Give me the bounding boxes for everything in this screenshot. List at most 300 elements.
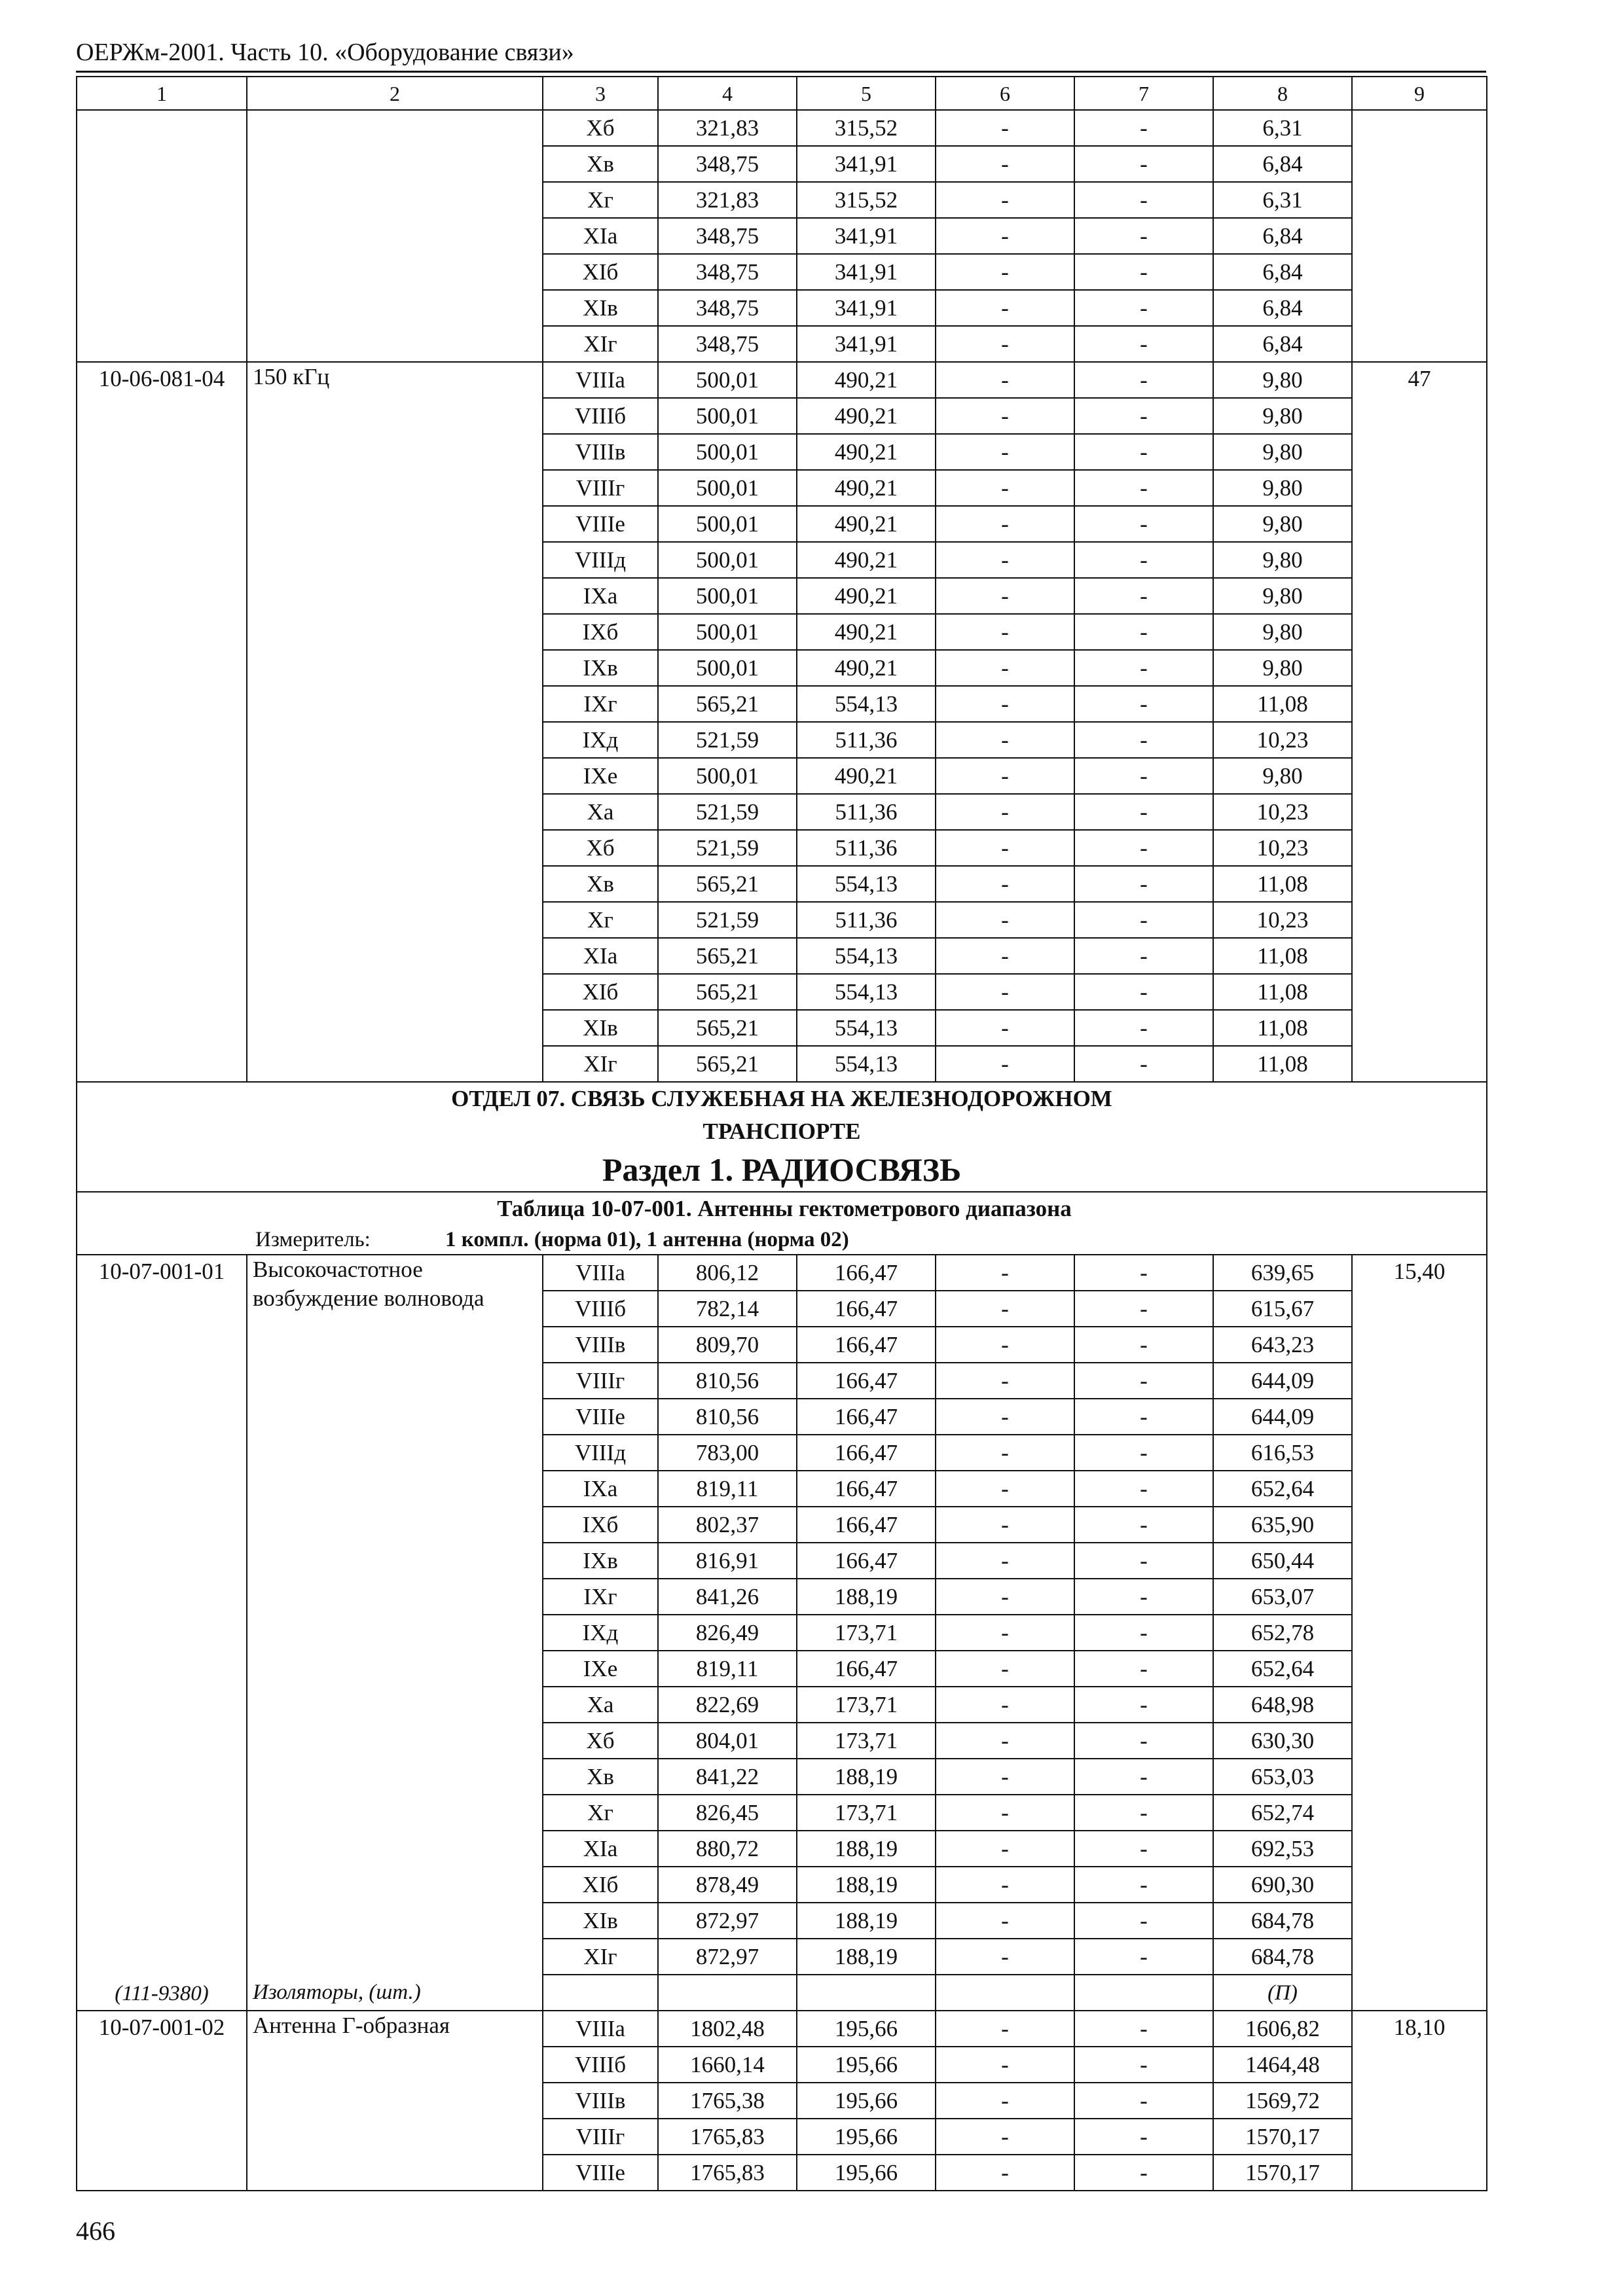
total-cost-cell: 565,21 bbox=[658, 866, 797, 902]
materials-cell: 650,44 bbox=[1213, 1543, 1352, 1579]
zone-cell: XIa bbox=[543, 938, 658, 974]
materials-cell: 684,78 bbox=[1213, 1939, 1352, 1975]
labor-cost-cell bbox=[1352, 110, 1487, 362]
column-header-row bbox=[77, 77, 1487, 110]
drivers-wages-cell: - bbox=[1074, 2011, 1213, 2047]
drivers-wages-cell: - bbox=[1074, 1291, 1213, 1327]
materials-cell: 652,78 bbox=[1213, 1615, 1352, 1651]
machines-cell: - bbox=[936, 254, 1074, 290]
drivers-wages-cell: - bbox=[1074, 2155, 1213, 2191]
total-cost-cell: 1660,14 bbox=[658, 2047, 797, 2083]
materials-cell: 639,65 bbox=[1213, 1255, 1352, 1291]
total-cost-cell: 872,97 bbox=[658, 1939, 797, 1975]
wages-cell: 490,21 bbox=[797, 542, 936, 578]
drivers-wages-cell: - bbox=[1074, 1471, 1213, 1507]
zone-cell: Xв bbox=[543, 146, 658, 182]
zone-cell: VIIIг bbox=[543, 1363, 658, 1399]
total-cost-cell: 348,75 bbox=[658, 218, 797, 254]
wages-cell: 173,71 bbox=[797, 1795, 936, 1831]
total-cost-cell: 782,14 bbox=[658, 1291, 797, 1327]
total-cost-cell: 348,75 bbox=[658, 326, 797, 362]
wages-cell: 173,71 bbox=[797, 1687, 936, 1723]
materials-cell: 10,23 bbox=[1213, 794, 1352, 830]
col-header-2: 2 bbox=[247, 77, 543, 110]
zone-cell: Xa bbox=[543, 1687, 658, 1723]
machines-cell: - bbox=[936, 2155, 1074, 2191]
wages-cell: 490,21 bbox=[797, 578, 936, 614]
section-title-line2: ТРАНСПОРТЕ bbox=[702, 1119, 861, 1144]
materials-cell: 690,30 bbox=[1213, 1867, 1352, 1903]
total-cost-cell: 565,21 bbox=[658, 1010, 797, 1046]
wages-cell: 511,36 bbox=[797, 722, 936, 758]
wages-cell: 341,91 bbox=[797, 290, 936, 326]
machines-cell: - bbox=[936, 2011, 1074, 2047]
total-cost-cell: 521,59 bbox=[658, 902, 797, 938]
drivers-wages-cell: - bbox=[1074, 1759, 1213, 1795]
total-cost-cell: 521,59 bbox=[658, 722, 797, 758]
col-header-5: 5 bbox=[797, 77, 936, 110]
material-code: (111-9380) bbox=[77, 1975, 247, 2011]
total-cost-cell: 816,91 bbox=[658, 1543, 797, 1579]
materials-cell: 653,03 bbox=[1213, 1759, 1352, 1795]
drivers-wages-cell: - bbox=[1074, 146, 1213, 182]
empty-cell bbox=[658, 1975, 797, 2011]
drivers-wages-cell: - bbox=[1074, 1046, 1213, 1082]
total-cost-cell: 500,01 bbox=[658, 470, 797, 506]
zone-cell: Xв bbox=[543, 866, 658, 902]
machines-cell: - bbox=[936, 1615, 1074, 1651]
zone-cell: IXв bbox=[543, 1543, 658, 1579]
wages-cell: 341,91 bbox=[797, 326, 936, 362]
drivers-wages-cell: - bbox=[1074, 326, 1213, 362]
machines-cell: - bbox=[936, 686, 1074, 722]
drivers-wages-cell: - bbox=[1074, 290, 1213, 326]
drivers-wages-cell: - bbox=[1074, 830, 1213, 866]
machines-cell: - bbox=[936, 2119, 1074, 2155]
materials-cell: 6,31 bbox=[1213, 110, 1352, 146]
wages-cell: 188,19 bbox=[797, 1579, 936, 1615]
zone-cell: XIб bbox=[543, 254, 658, 290]
col-header-9: 9 bbox=[1352, 77, 1487, 110]
zone-cell: Xг bbox=[543, 902, 658, 938]
machines-cell: - bbox=[936, 1327, 1074, 1363]
item-name: Антенна Г-образная bbox=[247, 2011, 543, 2191]
machines-cell: - bbox=[936, 362, 1074, 398]
drivers-wages-cell: - bbox=[1074, 1867, 1213, 1903]
zone-cell: VIIIг bbox=[543, 2119, 658, 2155]
item-code: 10-06-081-04 bbox=[77, 362, 247, 1082]
drivers-wages-cell: - bbox=[1074, 362, 1213, 398]
material-unit: (П) bbox=[1213, 1975, 1352, 2011]
col-header-4: 4 bbox=[658, 77, 797, 110]
drivers-wages-cell: - bbox=[1074, 794, 1213, 830]
zone-cell: VIIIв bbox=[543, 2083, 658, 2119]
total-cost-cell: 500,01 bbox=[658, 362, 797, 398]
total-cost-cell: 826,49 bbox=[658, 1615, 797, 1651]
materials-cell: 9,80 bbox=[1213, 434, 1352, 470]
total-cost-cell: 804,01 bbox=[658, 1723, 797, 1759]
wages-cell: 166,47 bbox=[797, 1291, 936, 1327]
machines-cell: - bbox=[936, 146, 1074, 182]
table-row bbox=[77, 362, 1487, 398]
total-cost-cell: 819,11 bbox=[658, 1471, 797, 1507]
item-name: 150 кГц bbox=[247, 362, 543, 1082]
col-header-1: 1 bbox=[77, 77, 247, 110]
materials-cell: 9,80 bbox=[1213, 470, 1352, 506]
empty-cell bbox=[1074, 1975, 1213, 2011]
materials-cell: 11,08 bbox=[1213, 974, 1352, 1010]
machines-cell: - bbox=[936, 1255, 1074, 1291]
wages-cell: 341,91 bbox=[797, 146, 936, 182]
materials-cell: 9,80 bbox=[1213, 614, 1352, 650]
machines-cell: - bbox=[936, 758, 1074, 794]
total-cost-cell: 822,69 bbox=[658, 1687, 797, 1723]
wages-cell: 554,13 bbox=[797, 938, 936, 974]
total-cost-cell: 880,72 bbox=[658, 1831, 797, 1867]
machines-cell: - bbox=[936, 110, 1074, 146]
materials-cell: 616,53 bbox=[1213, 1435, 1352, 1471]
wages-cell: 173,71 bbox=[797, 1723, 936, 1759]
wages-cell: 511,36 bbox=[797, 794, 936, 830]
materials-cell: 9,80 bbox=[1213, 398, 1352, 434]
zone-cell: XIг bbox=[543, 1046, 658, 1082]
zone-cell: XIб bbox=[543, 1867, 658, 1903]
table-title-row bbox=[77, 1192, 1487, 1255]
total-cost-cell: 521,59 bbox=[658, 794, 797, 830]
zone-cell: VIIIa bbox=[543, 362, 658, 398]
machines-cell: - bbox=[936, 794, 1074, 830]
total-cost-cell: 872,97 bbox=[658, 1903, 797, 1939]
item-code: 10-07-001-02 bbox=[77, 2011, 247, 2191]
measure-line bbox=[82, 1225, 1486, 1254]
total-cost-cell: 826,45 bbox=[658, 1795, 797, 1831]
machines-cell: - bbox=[936, 1723, 1074, 1759]
materials-cell: 11,08 bbox=[1213, 1046, 1352, 1082]
drivers-wages-cell: - bbox=[1074, 2119, 1213, 2155]
materials-cell: 11,08 bbox=[1213, 1010, 1352, 1046]
machines-cell: - bbox=[936, 2083, 1074, 2119]
materials-cell: 644,09 bbox=[1213, 1399, 1352, 1435]
drivers-wages-cell: - bbox=[1074, 398, 1213, 434]
wages-cell: 490,21 bbox=[797, 434, 936, 470]
drivers-wages-cell: - bbox=[1074, 1363, 1213, 1399]
table-body bbox=[77, 77, 1487, 2191]
wages-cell: 188,19 bbox=[797, 1903, 936, 1939]
total-cost-cell: 802,37 bbox=[658, 1507, 797, 1543]
materials-cell: 6,84 bbox=[1213, 218, 1352, 254]
wages-cell: 195,66 bbox=[797, 2011, 936, 2047]
zone-cell: IXe bbox=[543, 1651, 658, 1687]
zone-cell: IXa bbox=[543, 578, 658, 614]
machines-cell: - bbox=[936, 326, 1074, 362]
machines-cell: - bbox=[936, 1471, 1074, 1507]
machines-cell: - bbox=[936, 1795, 1074, 1831]
total-cost-cell: 500,01 bbox=[658, 758, 797, 794]
wages-cell: 554,13 bbox=[797, 1010, 936, 1046]
zone-cell: Xг bbox=[543, 1795, 658, 1831]
materials-cell: 10,23 bbox=[1213, 830, 1352, 866]
machines-cell: - bbox=[936, 542, 1074, 578]
section-title-line1: ОТДЕЛ 07. СВЯЗЬ СЛУЖЕБНАЯ НА ЖЕЛЕЗНОДОРОЖНОМ bbox=[451, 1086, 1112, 1111]
materials-cell: 9,80 bbox=[1213, 506, 1352, 542]
materials-cell: 6,84 bbox=[1213, 326, 1352, 362]
total-cost-cell: 878,49 bbox=[658, 1867, 797, 1903]
materials-cell: 11,08 bbox=[1213, 938, 1352, 974]
zone-cell: VIIIд bbox=[543, 1435, 658, 1471]
zone-cell: Xв bbox=[543, 1759, 658, 1795]
materials-cell: 652,74 bbox=[1213, 1795, 1352, 1831]
materials-cell: 1570,17 bbox=[1213, 2119, 1352, 2155]
total-cost-cell: 1765,38 bbox=[658, 2083, 797, 2119]
materials-cell: 6,84 bbox=[1213, 146, 1352, 182]
machines-cell: - bbox=[936, 1291, 1074, 1327]
drivers-wages-cell: - bbox=[1074, 2047, 1213, 2083]
wages-cell: 490,21 bbox=[797, 470, 936, 506]
total-cost-cell: 565,21 bbox=[658, 1046, 797, 1082]
zone-cell: IXб bbox=[543, 1507, 658, 1543]
drivers-wages-cell: - bbox=[1074, 1795, 1213, 1831]
machines-cell: - bbox=[936, 1507, 1074, 1543]
machines-cell: - bbox=[936, 1687, 1074, 1723]
table-title: Таблица 10-07-001. Антенны гектометрового диапазона bbox=[497, 1196, 1072, 1221]
total-cost-cell: 1765,83 bbox=[658, 2155, 797, 2191]
drivers-wages-cell: - bbox=[1074, 1651, 1213, 1687]
machines-cell: - bbox=[936, 398, 1074, 434]
measure-value: 1 компл. (норма 01), 1 антенна (норма 02) bbox=[445, 1228, 849, 1251]
drivers-wages-cell: - bbox=[1074, 1435, 1213, 1471]
machines-cell: - bbox=[936, 1939, 1074, 1975]
table-row bbox=[77, 110, 1487, 146]
machines-cell: - bbox=[936, 1759, 1074, 1795]
zone-cell: VIIIв bbox=[543, 434, 658, 470]
machines-cell: - bbox=[936, 1046, 1074, 1082]
total-cost-cell: 1802,48 bbox=[658, 2011, 797, 2047]
materials-cell: 648,98 bbox=[1213, 1687, 1352, 1723]
drivers-wages-cell: - bbox=[1074, 1327, 1213, 1363]
wages-cell: 166,47 bbox=[797, 1399, 936, 1435]
total-cost-cell: 500,01 bbox=[658, 614, 797, 650]
total-cost-cell: 841,26 bbox=[658, 1579, 797, 1615]
zone-cell: VIIIв bbox=[543, 1327, 658, 1363]
zone-cell: XIб bbox=[543, 974, 658, 1010]
machines-cell: - bbox=[936, 434, 1074, 470]
machines-cell: - bbox=[936, 830, 1074, 866]
materials-cell: 9,80 bbox=[1213, 362, 1352, 398]
machines-cell: - bbox=[936, 1579, 1074, 1615]
material-row bbox=[77, 1975, 1487, 2011]
wages-cell: 188,19 bbox=[797, 1939, 936, 1975]
table-row bbox=[77, 2011, 1487, 2047]
drivers-wages-cell: - bbox=[1074, 974, 1213, 1010]
wages-cell: 554,13 bbox=[797, 974, 936, 1010]
machines-cell: - bbox=[936, 902, 1074, 938]
wages-cell: 166,47 bbox=[797, 1471, 936, 1507]
zone-cell: XIг bbox=[543, 326, 658, 362]
drivers-wages-cell: - bbox=[1074, 1723, 1213, 1759]
col-header-6: 6 bbox=[936, 77, 1074, 110]
labor-cost-cell: 47 bbox=[1352, 362, 1487, 1082]
drivers-wages-cell: - bbox=[1074, 614, 1213, 650]
drivers-wages-cell: - bbox=[1074, 1543, 1213, 1579]
wages-cell: 195,66 bbox=[797, 2119, 936, 2155]
materials-cell: 11,08 bbox=[1213, 866, 1352, 902]
wages-cell: 511,36 bbox=[797, 830, 936, 866]
zone-cell: VIIIe bbox=[543, 1399, 658, 1435]
zone-cell: IXг bbox=[543, 686, 658, 722]
total-cost-cell: 783,00 bbox=[658, 1435, 797, 1471]
materials-cell: 9,80 bbox=[1213, 542, 1352, 578]
wages-cell: 166,47 bbox=[797, 1327, 936, 1363]
machines-cell: - bbox=[936, 290, 1074, 326]
total-cost-cell: 348,75 bbox=[658, 290, 797, 326]
materials-cell: 653,07 bbox=[1213, 1579, 1352, 1615]
machines-cell: - bbox=[936, 470, 1074, 506]
drivers-wages-cell: - bbox=[1074, 506, 1213, 542]
drivers-wages-cell: - bbox=[1074, 254, 1213, 290]
material-name: Изоляторы, (шт.) bbox=[247, 1975, 543, 2011]
drivers-wages-cell: - bbox=[1074, 542, 1213, 578]
zone-cell: VIIIa bbox=[543, 1255, 658, 1291]
zone-cell: VIIIa bbox=[543, 2011, 658, 2047]
drivers-wages-cell: - bbox=[1074, 1010, 1213, 1046]
machines-cell: - bbox=[936, 578, 1074, 614]
col-header-3: 3 bbox=[543, 77, 658, 110]
total-cost-cell: 819,11 bbox=[658, 1651, 797, 1687]
machines-cell: - bbox=[936, 1903, 1074, 1939]
machines-cell: - bbox=[936, 2047, 1074, 2083]
machines-cell: - bbox=[936, 1399, 1074, 1435]
materials-cell: 652,64 bbox=[1213, 1471, 1352, 1507]
total-cost-cell: 500,01 bbox=[658, 398, 797, 434]
wages-cell: 341,91 bbox=[797, 254, 936, 290]
total-cost-cell: 500,01 bbox=[658, 542, 797, 578]
wages-cell: 554,13 bbox=[797, 866, 936, 902]
zone-cell: VIIIб bbox=[543, 1291, 658, 1327]
materials-cell: 6,31 bbox=[1213, 182, 1352, 218]
header-rule bbox=[76, 71, 1486, 73]
materials-cell: 644,09 bbox=[1213, 1363, 1352, 1399]
wages-cell: 166,47 bbox=[797, 1543, 936, 1579]
wages-cell: 173,71 bbox=[797, 1615, 936, 1651]
drivers-wages-cell: - bbox=[1074, 1255, 1213, 1291]
drivers-wages-cell: - bbox=[1074, 110, 1213, 146]
machines-cell: - bbox=[936, 866, 1074, 902]
wages-cell: 490,21 bbox=[797, 650, 936, 686]
wages-cell: 341,91 bbox=[797, 218, 936, 254]
drivers-wages-cell: - bbox=[1074, 938, 1213, 974]
machines-cell: - bbox=[936, 1543, 1074, 1579]
zone-cell: XIг bbox=[543, 1939, 658, 1975]
page-header: ОЕРЖм-2001. Часть 10. «Оборудование связи» bbox=[76, 39, 574, 66]
wages-cell: 188,19 bbox=[797, 1759, 936, 1795]
page-number: 466 bbox=[76, 2216, 115, 2246]
zone-cell: IXб bbox=[543, 614, 658, 650]
materials-cell: 6,84 bbox=[1213, 254, 1352, 290]
materials-cell: 9,80 bbox=[1213, 758, 1352, 794]
measure-label: Измеритель: bbox=[255, 1228, 371, 1251]
empty-cell bbox=[543, 1975, 658, 2011]
wages-cell: 554,13 bbox=[797, 1046, 936, 1082]
materials-cell: 1464,48 bbox=[1213, 2047, 1352, 2083]
drivers-wages-cell: - bbox=[1074, 218, 1213, 254]
col-header-8: 8 bbox=[1213, 77, 1352, 110]
wages-cell: 315,52 bbox=[797, 110, 936, 146]
total-cost-cell: 321,83 bbox=[658, 110, 797, 146]
zone-cell: Xб bbox=[543, 830, 658, 866]
wages-cell: 490,21 bbox=[797, 398, 936, 434]
zone-cell: IXв bbox=[543, 650, 658, 686]
total-cost-cell: 521,59 bbox=[658, 830, 797, 866]
drivers-wages-cell: - bbox=[1074, 722, 1213, 758]
wages-cell: 490,21 bbox=[797, 506, 936, 542]
machines-cell: - bbox=[936, 614, 1074, 650]
wages-cell: 166,47 bbox=[797, 1255, 936, 1291]
zone-cell: VIIIe bbox=[543, 506, 658, 542]
zone-cell: IXe bbox=[543, 758, 658, 794]
total-cost-cell: 565,21 bbox=[658, 974, 797, 1010]
zone-cell: VIIIд bbox=[543, 542, 658, 578]
zone-cell: XIв bbox=[543, 290, 658, 326]
machines-cell: - bbox=[936, 1831, 1074, 1867]
wages-cell: 166,47 bbox=[797, 1507, 936, 1543]
item-code: 10-07-001-01 bbox=[77, 1255, 247, 1975]
item-name: Высокочастотное возбуждение волновода bbox=[247, 1255, 543, 1975]
materials-cell: 10,23 bbox=[1213, 722, 1352, 758]
drivers-wages-cell: - bbox=[1074, 1831, 1213, 1867]
materials-cell: 630,30 bbox=[1213, 1723, 1352, 1759]
total-cost-cell: 810,56 bbox=[658, 1399, 797, 1435]
wages-cell: 188,19 bbox=[797, 1831, 936, 1867]
machines-cell: - bbox=[936, 1363, 1074, 1399]
machines-cell: - bbox=[936, 938, 1074, 974]
machines-cell: - bbox=[936, 218, 1074, 254]
drivers-wages-cell: - bbox=[1074, 434, 1213, 470]
wages-cell: 166,47 bbox=[797, 1651, 936, 1687]
zone-cell: IXг bbox=[543, 1579, 658, 1615]
zone-cell: IXa bbox=[543, 1471, 658, 1507]
materials-cell: 9,80 bbox=[1213, 650, 1352, 686]
table-row bbox=[77, 1255, 1487, 1291]
drivers-wages-cell: - bbox=[1074, 470, 1213, 506]
drivers-wages-cell: - bbox=[1074, 1939, 1213, 1975]
total-cost-cell: 348,75 bbox=[658, 146, 797, 182]
drivers-wages-cell: - bbox=[1074, 578, 1213, 614]
wages-cell: 315,52 bbox=[797, 182, 936, 218]
materials-cell: 652,64 bbox=[1213, 1651, 1352, 1687]
zone-cell: VIIIe bbox=[543, 2155, 658, 2191]
labor-cost-cell: 18,10 bbox=[1352, 2011, 1487, 2191]
total-cost-cell: 500,01 bbox=[658, 650, 797, 686]
machines-cell: - bbox=[936, 1435, 1074, 1471]
wages-cell: 490,21 bbox=[797, 758, 936, 794]
wages-cell: 195,66 bbox=[797, 2155, 936, 2191]
drivers-wages-cell: - bbox=[1074, 2083, 1213, 2119]
total-cost-cell: 565,21 bbox=[658, 686, 797, 722]
materials-cell: 9,80 bbox=[1213, 578, 1352, 614]
materials-cell: 615,67 bbox=[1213, 1291, 1352, 1327]
empty-cell bbox=[797, 1975, 936, 2011]
zone-cell: Xб bbox=[543, 110, 658, 146]
wages-cell: 511,36 bbox=[797, 902, 936, 938]
section-subtitle: Раздел 1. РАДИОСВЯЗЬ bbox=[602, 1151, 962, 1188]
materials-cell: 692,53 bbox=[1213, 1831, 1352, 1867]
zone-cell: Xa bbox=[543, 794, 658, 830]
zone-cell: VIIIб bbox=[543, 2047, 658, 2083]
total-cost-cell: 565,21 bbox=[658, 938, 797, 974]
wages-cell: 195,66 bbox=[797, 2047, 936, 2083]
materials-cell: 684,78 bbox=[1213, 1903, 1352, 1939]
drivers-wages-cell: - bbox=[1074, 1615, 1213, 1651]
